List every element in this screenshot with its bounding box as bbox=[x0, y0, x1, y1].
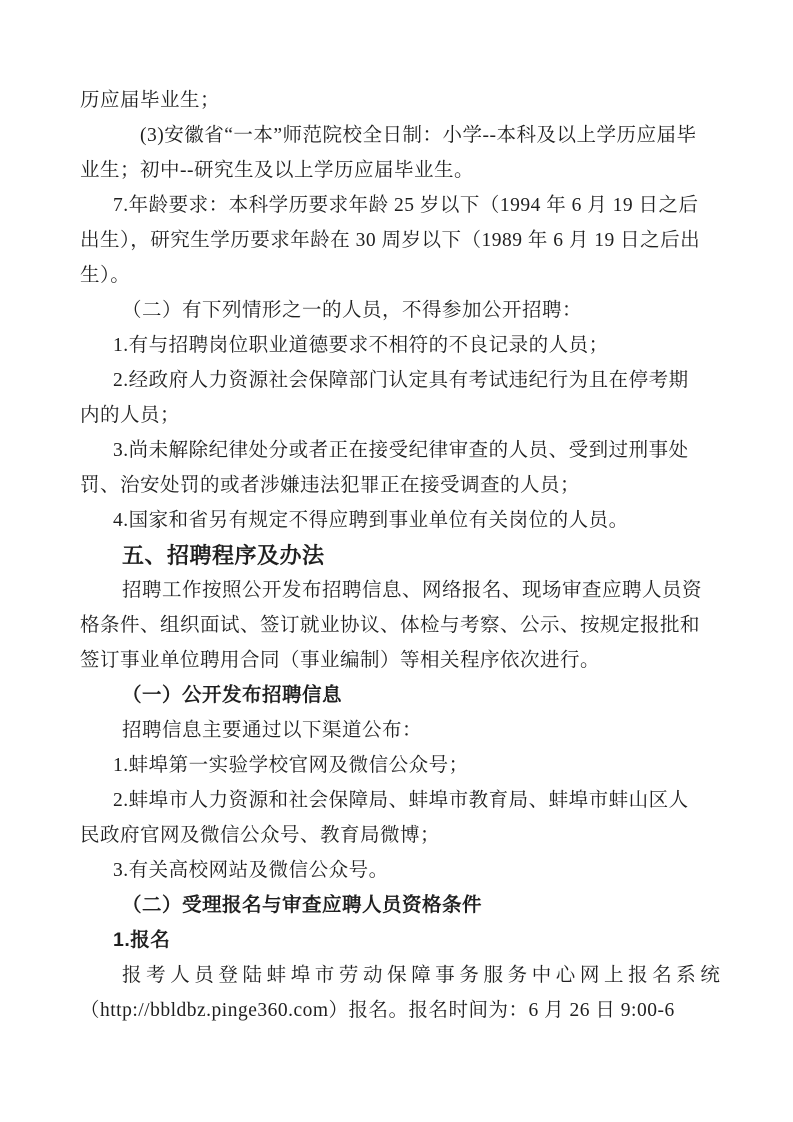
document-body bbox=[80, 83, 725, 1028]
text-line: 内的人员； bbox=[80, 405, 181, 426]
text-line: 4.国家和省另有规定不得应聘到事业单位有关岗位的人员。 bbox=[113, 510, 629, 531]
text-line: 出生），研究生学历要求年龄在 30 周岁以下（1989 年 6 月 19 日之后出 bbox=[80, 230, 701, 251]
text-line: 3.尚未解除纪律处分或者正在接受纪律审查的人员、受到过刑事处 bbox=[113, 440, 689, 461]
text-line: 3.有关高校网站及微信公众号。 bbox=[113, 860, 389, 881]
heading-subsection-2: （二）受理报名与审查应聘人员资格条件 bbox=[122, 894, 483, 916]
text-line: 2.经政府人力资源社会保障部门认定具有考试违纪行为且在停考期 bbox=[113, 370, 689, 391]
line-signup-url: （http://bbldbz.pinge360.com）报名。报名时间为：6 月 26 日 9:00-6 bbox=[80, 1000, 675, 1021]
text-line: (3)安徽省“一本”师范院校全日制：小学--本科及以上学历应届毕 bbox=[140, 125, 697, 146]
heading-item-signup: 1.报名 bbox=[113, 929, 171, 951]
text-line: 签订事业单位聘用合同（事业编制）等相关程序依次进行。 bbox=[80, 650, 601, 671]
text-line: 生）。 bbox=[80, 265, 131, 286]
text-line: （二）有下列情形之一的人员，不得参加公开招聘： bbox=[122, 300, 583, 321]
text-line: 招聘信息主要通过以下渠道公布： bbox=[122, 720, 423, 741]
text-line: 罚、治安处罚的或者涉嫌违法犯罪正在接受调查的人员； bbox=[80, 475, 581, 496]
text-line: 1.蚌埠第一实验学校官网及微信公众号； bbox=[113, 755, 469, 776]
heading-section-5: 五、招聘程序及办法 bbox=[122, 543, 325, 568]
text-line: 2.蚌埠市人力资源和社会保障局、蚌埠市教育局、蚌埠市蚌山区人 bbox=[113, 790, 689, 811]
text-line: 业生；初中--研究生及以上学历应届毕业生。 bbox=[80, 160, 474, 181]
text-line: 历应届毕业生； bbox=[80, 90, 221, 111]
text-line: 1.有与招聘岗位职业道德要求不相符的不良记录的人员； bbox=[113, 335, 609, 356]
text-line: 招聘工作按照公开发布招聘信息、网络报名、现场审查应聘人员资 bbox=[122, 580, 703, 601]
text-line: 7.年龄要求：本科学历要求年龄 25 岁以下（1994 年 6 月 19 日之后 bbox=[113, 195, 699, 216]
text-line: 民政府官网及微信公众号、教育局微博； bbox=[80, 825, 441, 846]
text-line: 报考人员登陆蚌埠市劳动保障事务服务中心网上报名系统 bbox=[122, 965, 725, 986]
heading-subsection-1: （一）公开发布招聘信息 bbox=[122, 684, 343, 706]
text-line: 格条件、组织面试、签订就业协议、体检与考察、公示、按规定报批和 bbox=[80, 615, 701, 636]
